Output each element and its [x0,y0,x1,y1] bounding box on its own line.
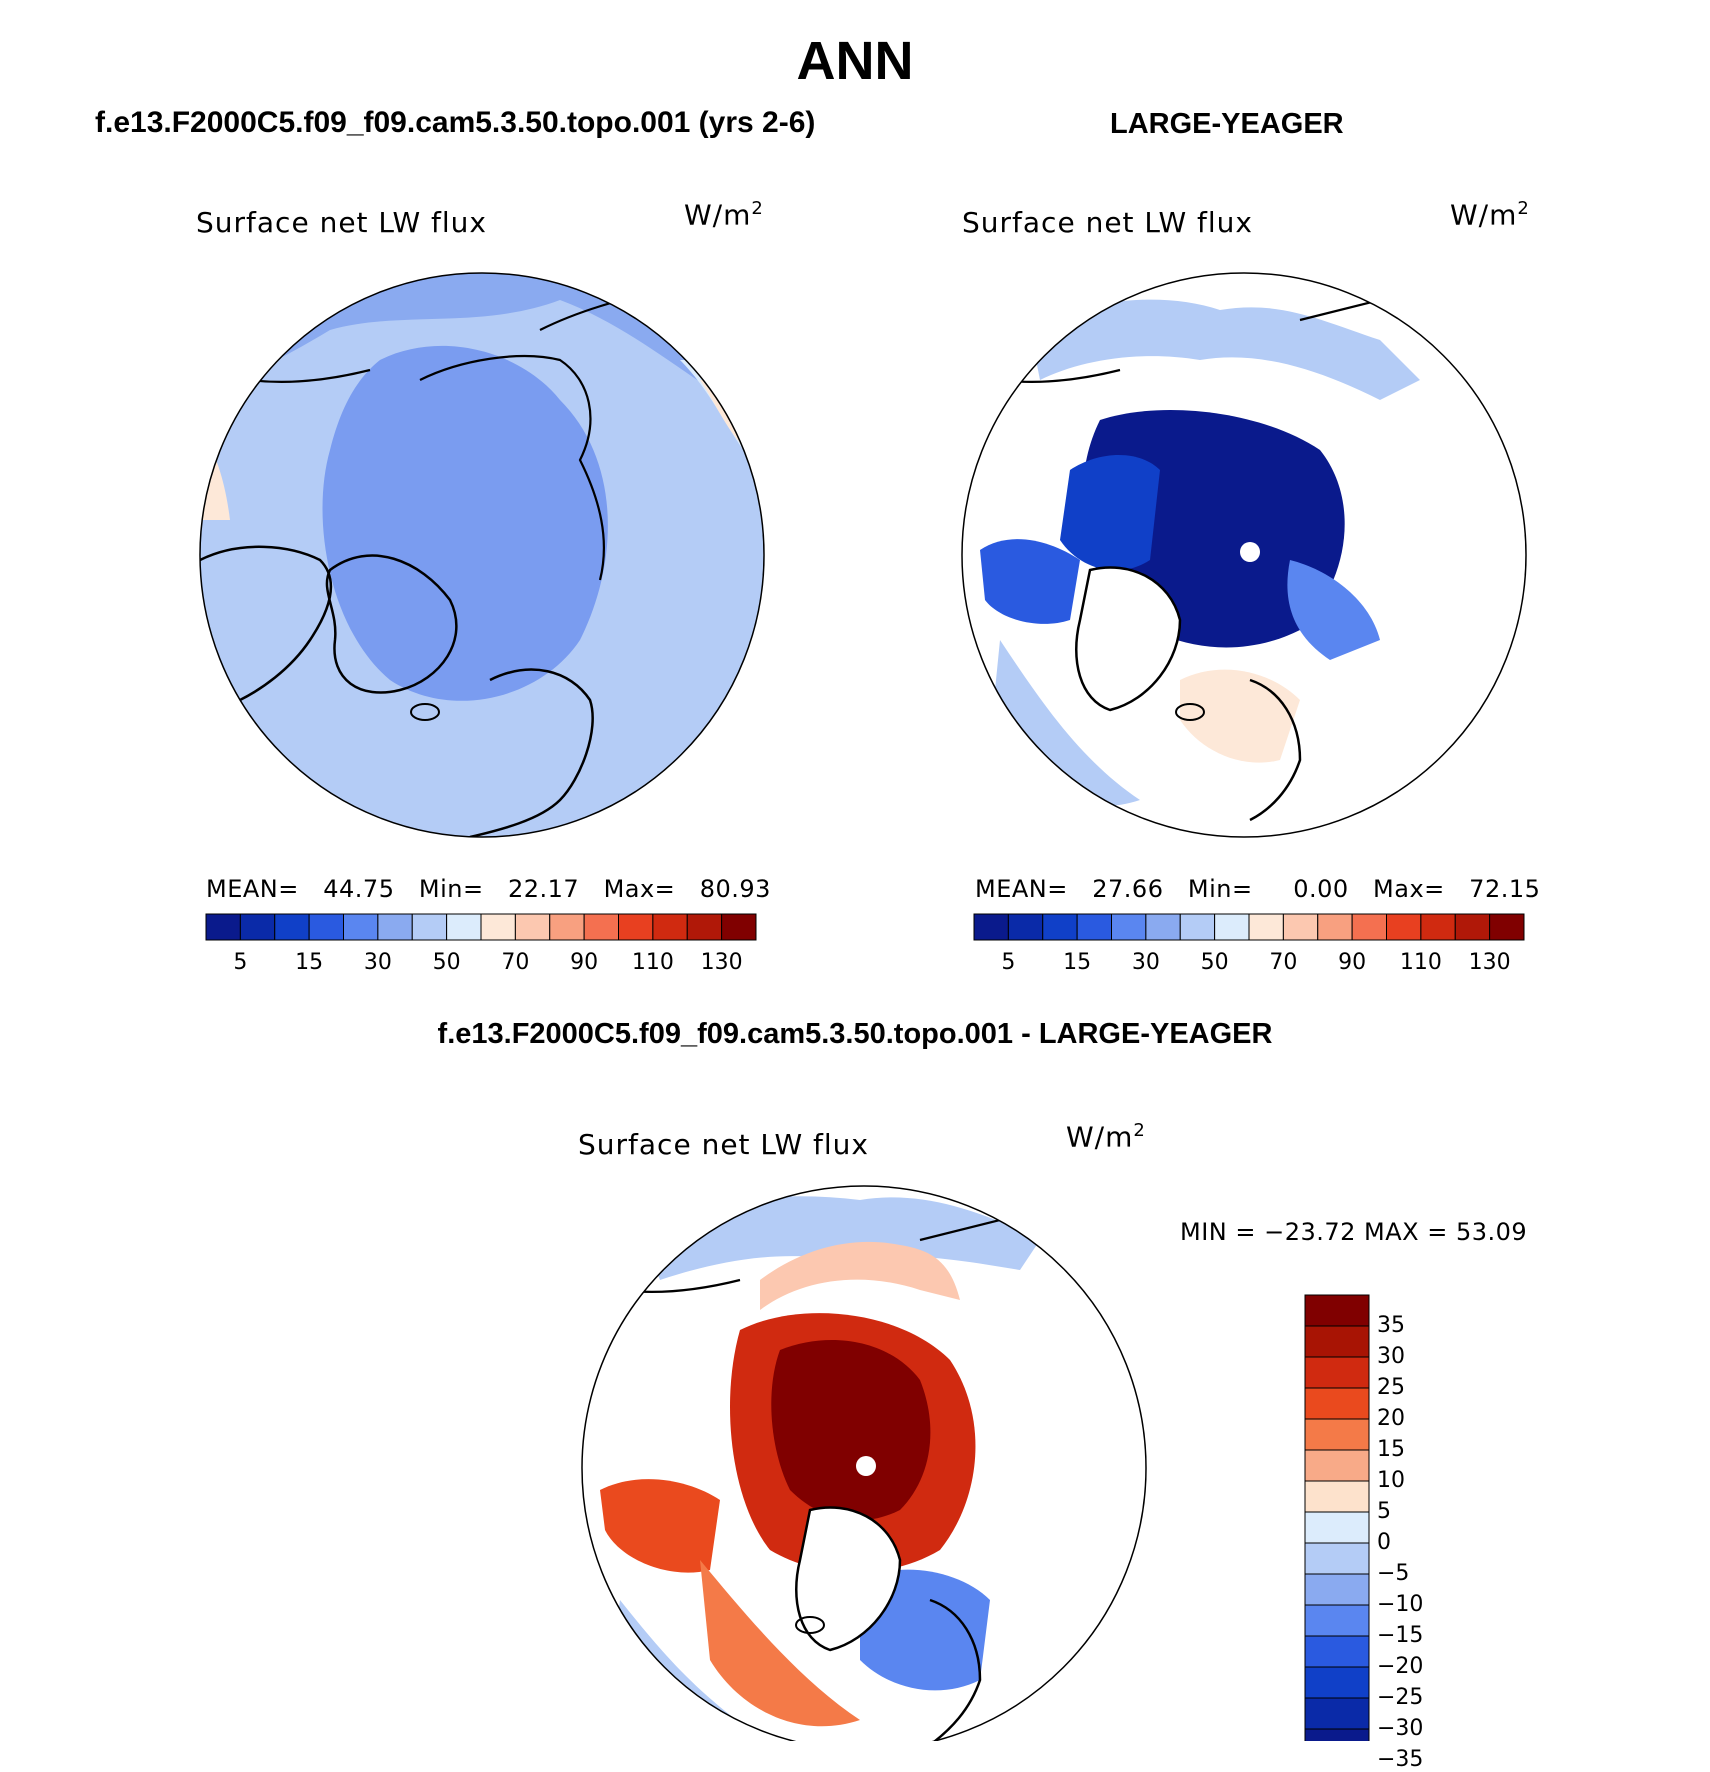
diff-map-field-central-ice [771,1340,930,1520]
diff-colorbar-box [1305,1481,1369,1512]
obs-pole-marker [1240,542,1260,562]
diff-colorbar-box [1305,1450,1369,1481]
case-colorbar-box [619,914,653,940]
case-colorbar-tick-label: 15 [295,950,324,975]
case-variable-label: Surface net LW flux [196,206,487,239]
diff-colorbar-tick-label: −25 [1377,1685,1424,1710]
obs-colorbar-box [1387,914,1421,940]
obs-map-field-archipelago [1060,455,1160,570]
diff-colorbar-box [1305,1326,1369,1357]
case-colorbar-tick-label: 130 [700,950,743,975]
obs-colorbar-box [1077,914,1111,940]
obs-colorbar-box [1421,914,1455,940]
case-colorbar-box [481,914,515,940]
diff-variable-label: Surface net LW flux [578,1128,869,1161]
diff-pole-marker [856,1456,876,1476]
obs-colorbar-box [1455,914,1489,940]
obs-colorbar-box [1215,914,1249,940]
case-colorbar-tick-label: 110 [631,950,674,975]
case-polar-map [200,273,764,837]
obs-colorbar-tick-label: 50 [1200,950,1229,975]
diff-colorbar-box [1305,1574,1369,1605]
obs-colorbar-box [1180,914,1214,940]
obs-colorbar-box [1249,914,1283,940]
case-colorbar-tick-label: 5 [233,950,248,975]
case-colorbar [206,914,756,940]
case-colorbar-box [687,914,721,940]
case-colorbar-box [378,914,412,940]
case-colorbar-box [653,914,687,940]
obs-colorbar-tick-label: 5 [1001,950,1016,975]
obs-colorbar-box [1043,914,1077,940]
difference-colorbar [1305,1295,1369,1741]
case-units-label: $W/m^2$ [684,198,764,232]
diff-colorbar-tick-label: 30 [1377,1344,1405,1369]
case-panel-heading: f.e13.F2000C5.f09_f09.cam5.3.50.topo.001 (yrs 2-6) [95,106,816,139]
obs-colorbar-tick-label: 70 [1269,950,1298,975]
obs-colorbar-box [1283,914,1317,940]
diff-colorbar-box [1305,1636,1369,1667]
case-colorbar-box [447,914,481,940]
diff-colorbar-tick-label: −35 [1377,1747,1424,1772]
diff-colorbar-box [1305,1512,1369,1543]
case-colorbar-tick-label: 70 [501,950,530,975]
case-colorbar-tick-label: 30 [363,950,392,975]
diff-colorbar-box [1305,1295,1369,1326]
diff-colorbar-box [1305,1605,1369,1636]
diff-colorbar-box [1305,1667,1369,1698]
obs-colorbar [974,914,1524,940]
diff-colorbar-tick-label: −15 [1377,1623,1424,1648]
obs-colorbar-box [1318,914,1352,940]
case-colorbar-box [412,914,446,940]
obs-polar-map [962,273,1526,837]
obs-colorbar-box [1352,914,1386,940]
diff-colorbar-tick-label: 25 [1377,1375,1405,1400]
diff-colorbar-tick-label: −20 [1377,1654,1424,1679]
case-colorbar-box [206,914,240,940]
obs-units-label: $W/m^2$ [1450,198,1530,232]
diff-colorbar-box [1305,1543,1369,1574]
case-colorbar-tick-label: 50 [432,950,461,975]
obs-colorbar-tick-label: 110 [1399,950,1442,975]
obs-colorbar-box [1112,914,1146,940]
case-colorbar-box [240,914,274,940]
diff-colorbar-box [1305,1419,1369,1450]
obs-variable-label: Surface net LW flux [962,206,1253,239]
difference-polar-map [582,1186,1146,1741]
diff-colorbar-box [1305,1698,1369,1729]
diff-colorbar-tick-label: 35 [1377,1313,1405,1338]
obs-colorbar-box [1146,914,1180,940]
obs-colorbar-box [974,914,1008,940]
diff-colorbar-tick-label: 0 [1377,1530,1391,1555]
obs-colorbar-box [1008,914,1042,940]
obs-colorbar-tick-label: 90 [1338,950,1367,975]
case-stats: MEAN= 44.75 Min= 22.17 Max= 80.93 [206,875,771,903]
obs-colorbar-tick-label: 30 [1131,950,1160,975]
obs-colorbar-box [1490,914,1524,940]
case-colorbar-box [275,914,309,940]
case-colorbar-box [722,914,756,940]
diff-colorbar-box [1305,1729,1369,1741]
diff-colorbar-box [1305,1357,1369,1388]
case-colorbar-box [344,914,378,940]
difference-panel-heading: f.e13.F2000C5.f09_f09.cam5.3.50.topo.001 - LARGE-YEAGER [437,1018,1273,1050]
diff-colorbar-tick-label: 15 [1377,1437,1405,1462]
diff-minmax: MIN = −23.72 MAX = 53.09 [1180,1218,1528,1246]
diff-colorbar-tick-label: −10 [1377,1592,1424,1617]
diff-colorbar-box [1305,1388,1369,1419]
obs-colorbar-tick-label: 15 [1063,950,1092,975]
case-colorbar-box [550,914,584,940]
diff-colorbar-tick-label: 10 [1377,1468,1405,1493]
obs-stats: MEAN= 27.66 Min= 0.00 Max= 72.15 [975,875,1541,903]
diff-colorbar-tick-label: −5 [1377,1561,1410,1586]
diff-colorbar-tick-label: 20 [1377,1406,1405,1431]
diff-colorbar-tick-label: 5 [1377,1499,1391,1524]
obs-colorbar-tick-label: 130 [1468,950,1511,975]
obs-panel-heading: LARGE-YEAGER [1110,108,1344,140]
main-title: ANN [796,31,914,91]
diff-units-label: $W/m^2$ [1066,1120,1146,1154]
case-colorbar-box [584,914,618,940]
case-colorbar-box [309,914,343,940]
diff-colorbar-tick-label: −30 [1377,1716,1424,1741]
case-colorbar-tick-label: 90 [570,950,599,975]
case-colorbar-box [515,914,549,940]
